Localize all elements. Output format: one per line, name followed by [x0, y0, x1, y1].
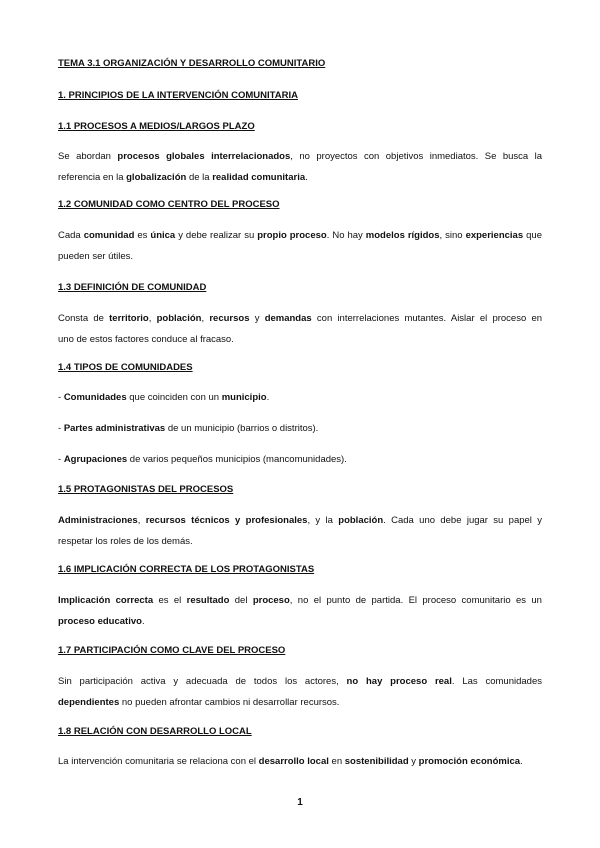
document-title: TEMA 3.1 ORGANIZACIÓN Y DESARROLLO COMUNITARIO [58, 58, 326, 69]
section-1-1-heading: 1.1 PROCESOS A MEDIOS/LARGOS PLAZO [58, 121, 255, 132]
section-1-7-heading: 1.7 PARTICIPACIÓN COMO CLAVE DEL PROCESO [58, 645, 286, 656]
section-1-2-heading: 1.2 COMUNIDAD COMO CENTRO DEL PROCESO [58, 199, 280, 210]
section-1-2-paragraph: Cada comunidad es única y debe realizar su propio proceso. No hay modelos rígidos, sino experiencias que pueden ser útiles. [58, 230, 542, 262]
section-1-7-paragraph: Sin participación activa y adecuada de todos los actores, no hay proceso real. Las comunidades dependientes no pueden afrontar cambios ni desarrollar recursos. [58, 676, 542, 708]
section-1-5-paragraph: Administraciones, recursos técnicos y profesionales, y la población. Cada uno debe jugar su papel y respetar los roles de los demás. [58, 515, 543, 547]
section-1-heading: 1. PRINCIPIOS DE LA INTERVENCIÓN COMUNITARIA [58, 90, 298, 101]
section-1-4-item-2: - Partes administrativas de un municipio (barrios o distritos). [58, 423, 319, 434]
section-1-4-heading: 1.4 TIPOS DE COMUNIDADES [58, 362, 193, 373]
section-1-8-heading: 1.8 RELACIÓN CON DESARROLLO LOCAL [58, 726, 252, 737]
section-1-5-heading: 1.5 PROTAGONISTAS DEL PROCESOS [58, 484, 234, 495]
section-1-3-paragraph: Consta de territorio, población, recursos y demandas con interrelaciones mutantes. Aislar el proceso en uno de estos factores conduce al fracaso. [58, 313, 543, 345]
section-1-8-paragraph: La intervención comunitaria se relaciona con el desarrollo local en sostenibilidad y promoción económica. [58, 756, 523, 767]
page-number: 1 [297, 797, 303, 808]
section-1-3-heading: 1.3 DEFINICIÓN DE COMUNIDAD [58, 282, 207, 293]
section-1-4-item-1: - Comunidades que coinciden con un municipio. [58, 392, 270, 403]
section-1-4-item-3: - Agrupaciones de varios pequeños municipios (mancomunidades). [58, 454, 347, 465]
section-1-6-paragraph: Implicación correcta es el resultado del proceso, no el punto de partida. El proceso comunitario es un proceso educativo. [58, 595, 542, 627]
section-1-6-heading: 1.6 IMPLICACIÓN CORRECTA DE LOS PROTAGONISTAS [58, 564, 315, 575]
section-1-1-paragraph: Se abordan procesos globales interrelacionados, no proyectos con objetivos inmediatos. Se busca la referencia en la globalización de la realidad comunitaria. [58, 151, 543, 183]
